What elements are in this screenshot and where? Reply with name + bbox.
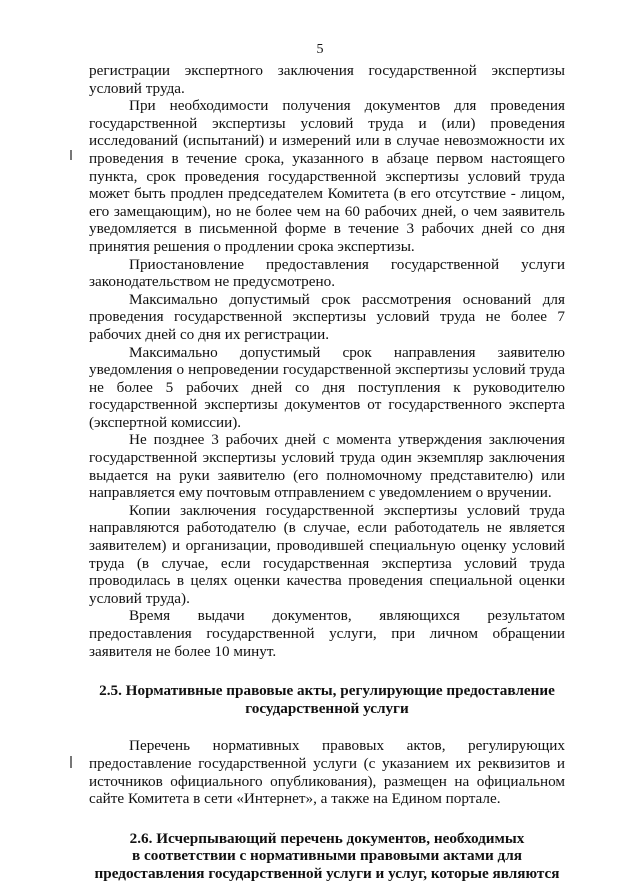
heading-line: 2.5. Нормативные правовые акты, регулирующие предоставление: [99, 682, 555, 700]
paragraph: При необходимости получения документов для проведения государственной экспертизы условий труда и (или) проведения исследований (испытаний) и измерений или в случае невозможности их проведения в течение срока, указанного в абзаце первом настоящего пункта, срок проведения государственной экспертизы условий труда может быть продлен председателем Комитета (в его отсутствие - лицом, его замещающим), но не более чем на 60 рабочих дней, о чем заявитель уведомляется в письменной форме в течение 3 рабочих дней со дня принятия решения о продлении срока экспертизы.: [89, 97, 565, 255]
paragraph: Время выдачи документов, являющихся результатом предоставления государственной услуги, при личном обращении заявителя не более 10 минут.: [89, 607, 565, 660]
heading-line: в соответствии с нормативными правовыми актами для: [132, 847, 522, 865]
heading-line: 2.6. Исчерпывающий перечень документов, необходимых: [129, 829, 525, 847]
heading-line: государственной услуги: [245, 699, 409, 717]
page-number: 5: [316, 42, 324, 57]
paragraph: Приостановление предоставления государственной услуги законодательством не предусмотрено.: [89, 255, 565, 291]
paragraph: Копии заключения государственной экспертизы условий труда направляются работодателю (в случае, если работодатель не является заявителем) и организации, проводившей специальную оценку условий труда (в случае, если государственная экспертиза условий труда проводилась в целях оценки качества проведения специальной оценки условий труда).: [89, 501, 565, 607]
paragraph: Не позднее 3 рабочих дней с момента утверждения заключения государственной экспертизы условий труда один экземпляр заключения выдается на руки заявителю (его полномочному представителю) или направляется ему почтовым отправлением с уведомлением о вручении.: [89, 431, 565, 502]
paragraph: регистрации экспертного заключения государственной экспертизы условий труда.: [89, 62, 565, 97]
section-heading-2-6: [89, 830, 565, 883]
section-heading-2-5: [89, 682, 565, 717]
heading-line: предоставления государственной услуги и услуг, которые являются: [94, 864, 560, 882]
document-body: [89, 62, 565, 883]
margin-mark: [70, 150, 72, 160]
margin-mark: [70, 756, 72, 768]
paragraph: Максимально допустимый срок рассмотрения оснований для проведения государственной экспертизы условий труда не более 7 рабочих дней со дня их регистрации.: [89, 290, 565, 343]
paragraph: Максимально допустимый срок направления заявителю уведомления о непроведении государственной экспертизы условий труда не более 5 рабочих дней со дня поступления к руководителю государственной экспертизы документов от государственного эксперта (экспертной комиссии).: [89, 343, 565, 431]
paragraph: Перечень нормативных правовых актов, регулирующих предоставление государственной услуги (с указанием их реквизитов и источников официального опубликования), размещен на официальном сайте Комитета в сети «Интернет», а также на Едином портале.: [89, 737, 565, 808]
paragraph-group: [89, 62, 565, 660]
